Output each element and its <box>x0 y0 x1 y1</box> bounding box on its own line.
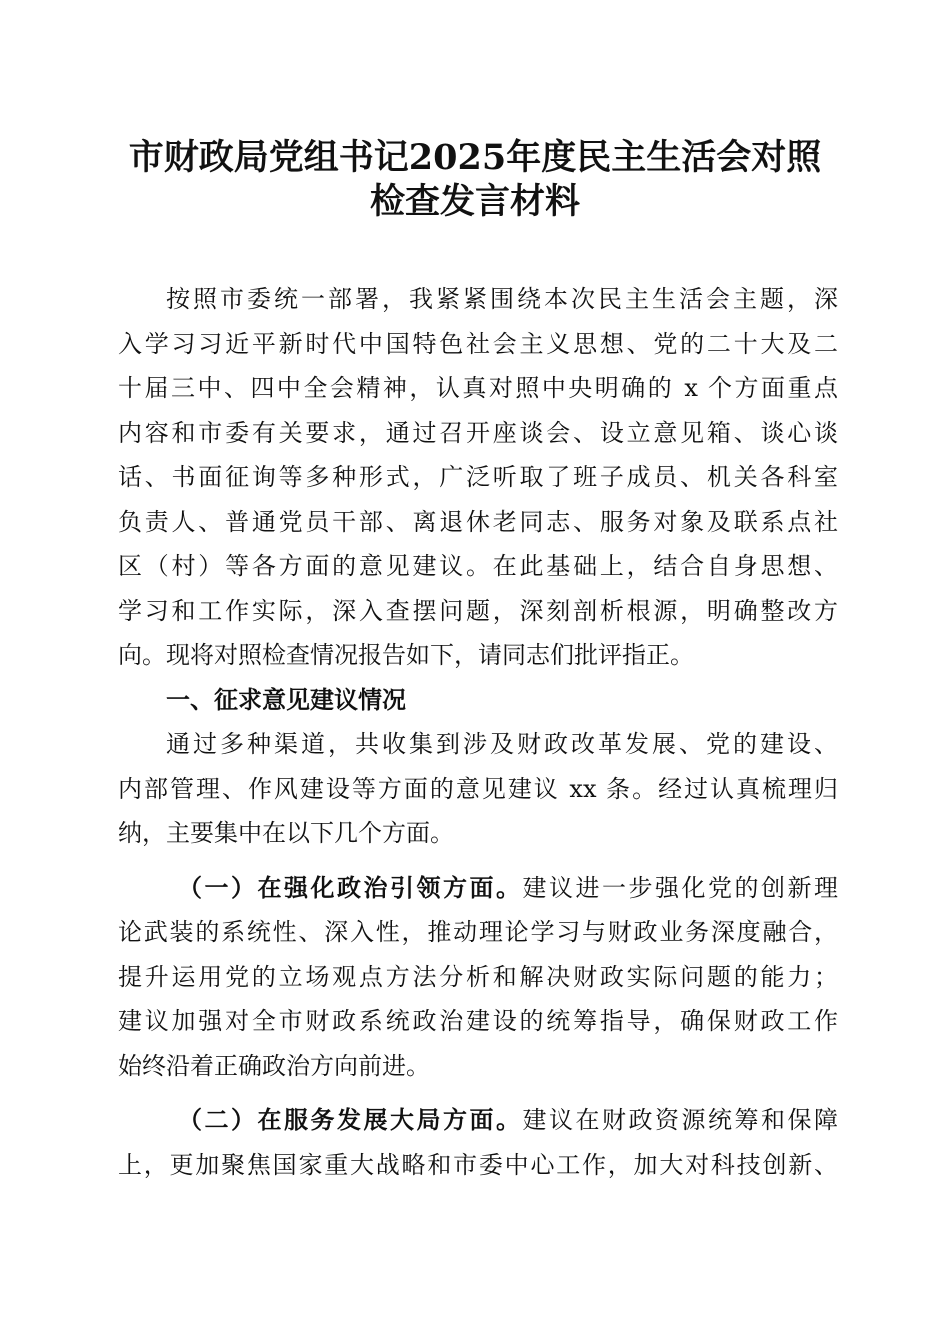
intro-line: 话、书面征询等多种形式，广泛听取了班子成员、机关各科室 <box>118 463 838 491</box>
item1-line: 提升运用党的立场观点方法分析和解决财政实际问题的能力； <box>118 962 838 991</box>
document-title <box>100 136 850 224</box>
intro-line: 入学习习近平新时代中国特色社会主义思想、党的二十大及二 <box>118 329 838 358</box>
item1-first-rest: 建议进一步强化党的创新理 <box>522 873 838 902</box>
intro-line: 负责人、普通党员干部、离退休老同志、服务对象及联系点社 <box>118 507 838 536</box>
intro-line: 向。现将对照检查情况报告如下，请同志们批评指正。 <box>118 641 694 669</box>
intro-line: 区（村）等各方面的意见建议。在此基础上，结合自身思想、 <box>118 552 838 580</box>
document-body <box>118 277 838 1187</box>
section1-line: 纳，主要集中在以下几个方面。 <box>118 819 454 847</box>
item2-line: 上，更加聚焦国家重大战略和市委中心工作，加大对科技创新、 <box>118 1150 838 1179</box>
item1-line: 始终沿着正确政治方向前进。 <box>118 1051 430 1080</box>
section1-paragraph <box>118 722 838 856</box>
item1-paragraph <box>118 866 838 1089</box>
item2-first-line <box>118 1098 838 1143</box>
title-line-1: 市财政局党组书记2025年度民主生活会对照 <box>128 137 822 178</box>
title-line-2: 检查发言材料 <box>369 181 580 222</box>
item2-paragraph <box>118 1098 838 1187</box>
item1-first-line <box>118 866 838 911</box>
item2-first-rest: 建议在财政资源统筹和保障 <box>522 1106 838 1134</box>
item1-line: 建议加强对全市财政系统政治建设的统筹指导，确保财政工作 <box>118 1007 838 1035</box>
intro-line: 按照市委统一部署，我紧紧围绕本次民主生活会主题，深 <box>166 285 838 313</box>
intro-line: 学习和工作实际，深入查摆问题，深刻剖析根源，明确整改方 <box>118 596 838 625</box>
intro-line: 内容和市委有关要求，通过召开座谈会、设立意见箱、谈心谈 <box>118 418 838 447</box>
section1-line: 内部管理、作风建设等方面的意见建议 xx 条。经过认真梳理归 <box>118 774 838 803</box>
item2-label: （二）在服务发展大局方面。 <box>178 1105 523 1134</box>
intro-paragraph <box>118 277 838 678</box>
item1-label: （一）在强化政治引领方面。 <box>178 872 523 902</box>
section-heading: 一、征求意见建议情况 <box>166 685 406 714</box>
item1-line: 论武装的系统性、深入性，推动理论学习与财政业务深度融合， <box>118 918 838 946</box>
intro-line: 十届三中、四中全会精神，认真对照中央明确的 x 个方面重点 <box>118 374 838 402</box>
section1-line: 通过多种渠道，共收集到涉及财政改革发展、党的建设、 <box>166 730 838 758</box>
